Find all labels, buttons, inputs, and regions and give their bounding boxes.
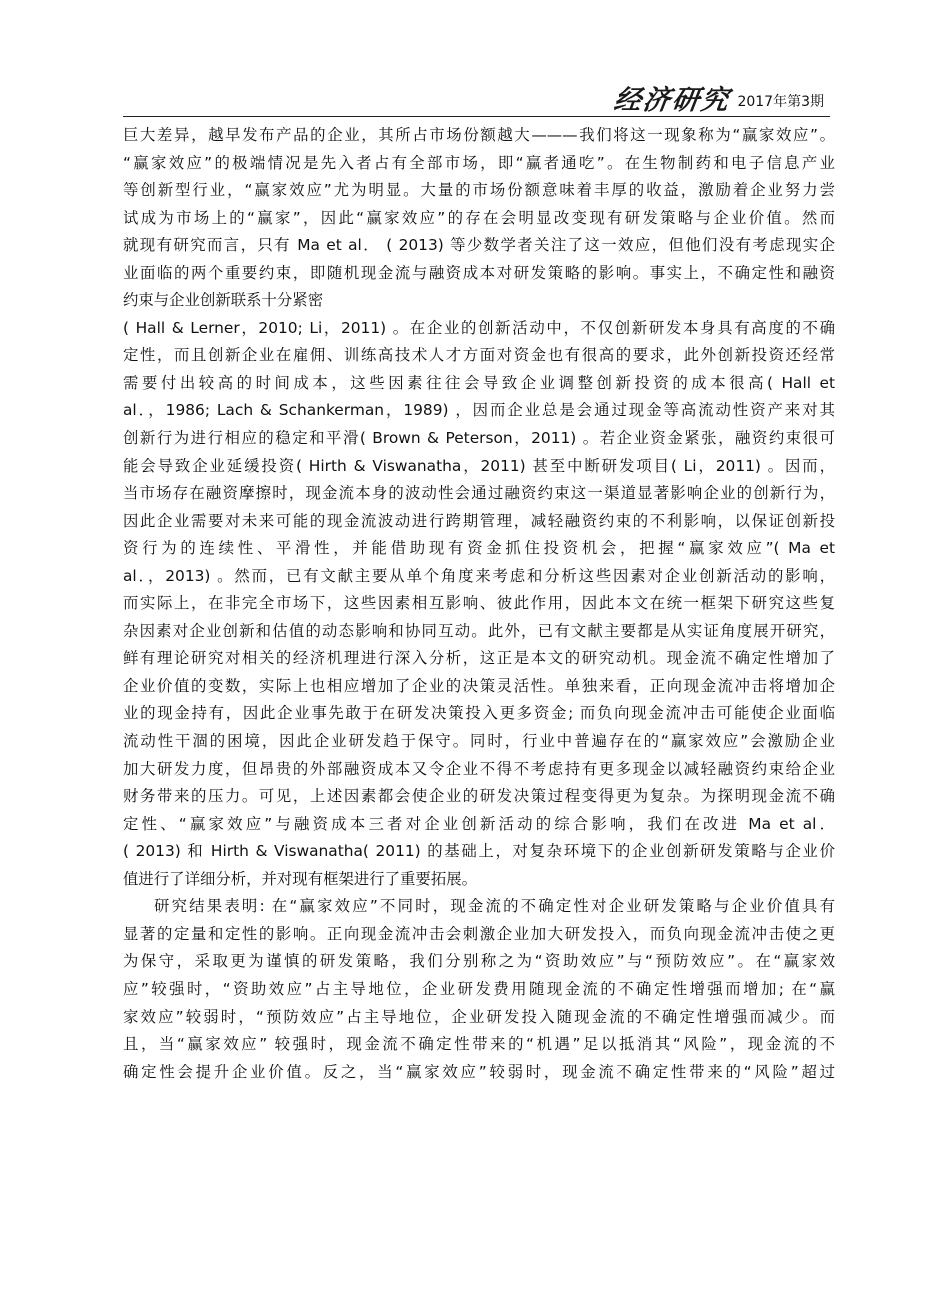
text-line: 值进行了详细分析，并对现有框架进行了重要拓展。 (123, 869, 477, 888)
article-body (123, 122, 835, 1086)
text-line: 加大研发力度，但昂贵的外部融资成本又令企业不得不考虑持有更多现金以减轻融资约束给企业 (123, 759, 835, 778)
text-line: 为保守，采取更为谨慎的研发策略，我们分别称之为“资助效应”与“预防效应”。在“赢家效 (123, 952, 835, 971)
journal-logo: 经济研究 (611, 85, 733, 116)
text-line: 杂因素对企业创新和估值的动态影响和协同互动。此外，已有文献主要都是从实证角度展开研究， (123, 621, 835, 640)
text-line: 等创新型行业，“赢家效应”尤为明显。大量的市场份额意味着丰厚的收益，激励着企业努力尝 (123, 181, 835, 200)
text-line: 显著的定量和定性的影响。正向现金流冲击会刺激企业加大研发投入，而负向现金流冲击使之更 (123, 924, 835, 943)
text-line: 能会导致企业延缓投资( Hirth & Viswanatha，2011) 甚至中断研发项目( Li，2011) 。因而， (123, 456, 835, 475)
text-line: 需要付出较高的时间成本，这些因素往往会导致企业调整创新投资的成本很高( Hall et (123, 373, 835, 392)
text-line: 鲜有理论研究对相关的经济机理进行深入分析，这正是本文的研究动机。现金流不确定性增加了 (123, 649, 835, 668)
text-line: 业的现金持有，因此企业事先敢于在研发决策投入更多资金; 而负向现金流冲击可能使企业面临 (123, 704, 835, 723)
text-line: 因此企业需要对未来可能的现金流波动进行跨期管理，减轻融资约束的不利影响，以保证创新投 (123, 511, 835, 530)
text-line: al．，1986; Lach & Schankerman，1989) ，因而企业总是会通过现金等高流动性资产来对其 (123, 401, 835, 420)
text-line: 约束与企业创新联系十分紧密 (123, 291, 324, 310)
text-line: 定性，而且创新企业在雇佣、训练高技术人才方面对资金也有很高的要求，此外创新投资还经常 (123, 346, 835, 365)
text-line: 企业价值的变数，实际上也相应增加了企业的决策灵活性。单独来看，正向现金流冲击将增加企 (123, 676, 835, 695)
issue-label: 2017年第3期 (737, 94, 824, 110)
text-line: ( 2013) 和 Hirth & Viswanatha( 2011) 的基础上，对复杂环境下的企业创新研发策略与企业价 (123, 842, 835, 861)
text-line: 而实际上，在非完全市场下，这些因素相互影响、彼此作用，因此本文在统一框架下研究这些复 (123, 594, 835, 613)
text-line: 定性、“赢家效应”与融资成本三者对企业创新活动的综合影响，我们在改进 Ma et al． (123, 814, 835, 833)
text-line: 就现有研究而言，只有 Ma et al． ( 2013) 等少数学者关注了这一效应，但他们没有考虑现实企 (123, 236, 835, 255)
text-line: 巨大差异，越早发布产品的企业，其所占市场份额越大———我们将这一现象称为“赢家效应”。 (123, 126, 835, 144)
text-line: al．，2013) 。然而，已有文献主要从单个角度来考虑和分析这些因素对企业创新活动的影响， (123, 566, 835, 585)
text-line: 流动性干涸的困境，因此企业研发趋于保守。同时，行业中普遍存在的“赢家效应”会激励企业 (123, 732, 835, 751)
text-line: 应”较强时，“资助效应”占主导地位，企业研发费用随现金流的不确定性增强而增加; 在“赢 (123, 979, 835, 998)
text-line: 业面临的两个重要约束，即随机现金流与融资成本对研发策略的影响。事实上，不确定性和融资 (123, 263, 835, 282)
page-header (123, 86, 830, 117)
text-line: 财务带来的压力。可见，上述因素都会使企业的研发决策过程变得更为复杂。为探明现金流不确 (123, 787, 835, 806)
text-line: 资行为的连续性、平滑性，并能借助现有资金抓住投资机会，把握“赢家效应”( Ma et (123, 539, 835, 558)
text-line: 研究结果表明: 在“赢家效应”不同时，现金流的不确定性对企业研发策略与企业价值具有 (154, 897, 835, 916)
text-line: 确定性会提升企业价值。反之，当“赢家效应”较弱时，现金流不确定性带来的“风险”超过 (123, 1062, 835, 1081)
text-line: 试成为市场上的“赢家”，因此“赢家效应”的存在会明显改变现有研发策略与企业价值。然而 (123, 208, 835, 227)
text-line: 创新行为进行相应的稳定和平滑( Brown & Peterson，2011) 。若企业资金紧张，融资约束很可 (123, 429, 835, 448)
text-line: 当市场存在融资摩擦时，现金流本身的波动性会通过融资约束这一渠道显著影响企业的创新行为， (123, 484, 835, 503)
text-line: 家效应”较弱时，“预防效应”占主导地位，企业研发投入随现金流的不确定性增强而减少。而 (123, 1007, 835, 1026)
text-line: “赢家效应”的极端情况是先入者占有全部市场，即“赢者通吃”。在生物制药和电子信息产业 (123, 153, 835, 172)
text-line: 且，当“赢家效应” 较强时，现金流不确定性带来的“机遇”足以抵消其“风险”，现金流的不 (123, 1035, 835, 1054)
text-line: ( Hall & Lerner，2010; Li，2011) 。在企业的创新活动中，不仅创新研发本身具有高度的不确 (123, 318, 835, 337)
